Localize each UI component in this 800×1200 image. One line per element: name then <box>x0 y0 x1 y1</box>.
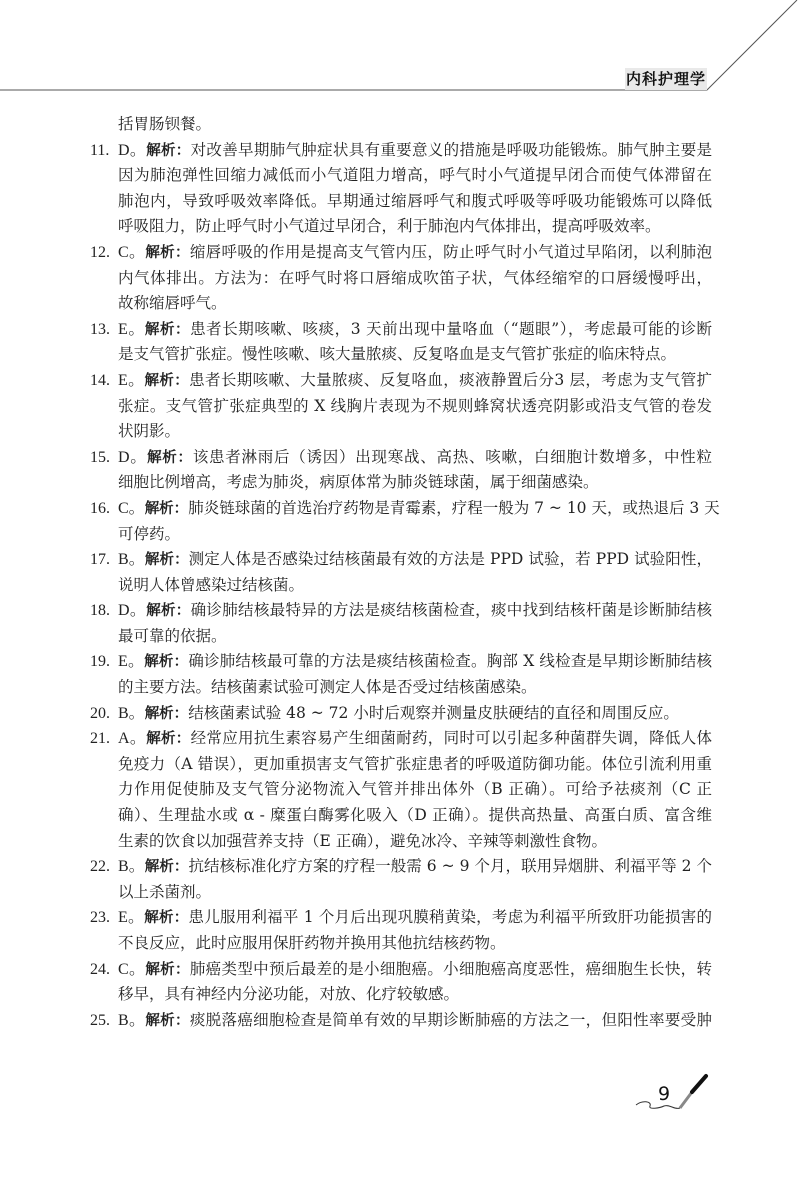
answer-item <box>90 1008 712 1034</box>
analysis-label: 解析： <box>144 500 189 517</box>
text-line: 括胃肠钡餐。 <box>118 115 212 133</box>
analysis-text: 肺炎链球菌的首选治疗药物是青霉素，疗程一般为 7 ~ 10 天，或热退后 3 天 <box>188 498 720 517</box>
analysis-text: 患者长期咳嗽、咳痰，3 天前出现中量咯血（“题眼”），考虑最可能的诊断 <box>190 319 713 338</box>
analysis-label: 解析： <box>147 449 193 466</box>
item-answer: B。 <box>118 551 145 569</box>
item-number: 24. <box>90 960 110 978</box>
answer-item <box>90 649 712 700</box>
analysis-label: 解析： <box>145 1012 190 1029</box>
item-number: 15. <box>90 448 110 466</box>
text-line <box>90 1008 712 1034</box>
analysis-text: 抗结核标准化疗方案的疗程一般需 6 ~ 9 个月，联用异烟肼、利福平等 2 个 <box>188 857 712 876</box>
page-number: 9 <box>658 1083 671 1105</box>
item-number: 21. <box>90 730 110 748</box>
item-number: 19. <box>90 653 110 671</box>
answer-item <box>90 726 712 854</box>
item-number: 11. <box>90 141 110 159</box>
analysis-text: 患者长期咳嗽、大量脓痰、反复咯血，痰液静置后分3 层，考虑为支气管扩 <box>189 370 713 389</box>
analysis-text: 缩唇呼吸的作用是提高支气管内压，防止呼气时小气道过早陷闭，以利肺泡 <box>189 242 712 261</box>
answer-item <box>90 317 712 368</box>
text-line: 免疫力（A 错误），更加重损害支气管扩张症患者的呼吸道防御功能。体位引流利用重 <box>118 754 712 773</box>
pen-decoration-icon <box>630 1070 720 1120</box>
text-line: 的主要方法。结核菌素试验可测定人体是否受过结核菌感染。 <box>118 678 537 697</box>
item-answer: D。 <box>118 141 147 159</box>
analysis-text: 对改善早期肺气肿症状具有重要意义的措施是呼吸功能锻炼。肺气肿主要是 <box>190 140 713 159</box>
answer-item <box>90 547 712 598</box>
text-line: 可停药。 <box>118 524 181 543</box>
analysis-label: 解析： <box>144 321 191 338</box>
item-answer: C。 <box>118 243 146 261</box>
text-line <box>90 138 712 164</box>
answer-item <box>90 905 712 956</box>
answer-item <box>90 598 712 649</box>
analysis-label: 解析： <box>144 654 189 671</box>
item-answer: A。 <box>118 730 147 748</box>
answer-item <box>90 957 712 1008</box>
analysis-text: 确诊肺结核最特异的方法是痰结核菌检查，痰中找到结核杆菌是诊断肺结核 <box>190 601 713 620</box>
item-number: 13. <box>90 320 110 338</box>
text-line: 不良反应，此时应服用保肝药物并换用其他抗结核药物。 <box>118 934 506 952</box>
text-line: 移早，具有神经内分泌功能，对放、化疗较敏感。 <box>118 985 460 1004</box>
text-line <box>90 547 712 573</box>
text-line <box>90 957 712 983</box>
text-line <box>90 598 712 624</box>
analysis-text: 结核菌素试验 48 ~ 72 小时后观察并测量皮肤硬结的直径和周围反应。 <box>188 703 679 722</box>
text-line <box>90 701 712 727</box>
text-line <box>90 240 712 266</box>
analysis-label: 解析： <box>144 372 190 389</box>
item-answer: E。 <box>118 653 145 671</box>
text-line <box>90 445 712 471</box>
item-number: 23. <box>90 909 110 927</box>
answer-item <box>90 368 712 445</box>
analysis-text: 测定人体是否感染过结核菌最有效的方法是 PPD 试验，若 PPD 试验阳性， <box>188 550 712 569</box>
item-number: 12. <box>90 243 110 261</box>
text-line: 最可靠的依据。 <box>118 626 227 645</box>
analysis-label: 解析： <box>144 705 189 722</box>
item-number: 22. <box>90 858 110 876</box>
item-number: 16. <box>90 499 110 517</box>
item-number: 18. <box>90 602 110 620</box>
text-line <box>90 905 712 931</box>
answer-item <box>90 138 712 240</box>
item-answer: E。 <box>118 371 145 389</box>
analysis-text: 肺癌类型中预后最差的是小细胞癌。小细胞癌高度恶性，癌细胞生长快，转 <box>189 959 712 978</box>
answer-item <box>90 445 712 496</box>
item-answer: E。 <box>118 909 145 927</box>
analysis-label: 解析： <box>145 244 190 261</box>
text-line: 张症。支气管扩张症典型的 X 线胸片表现为不规则蜂窝状透亮阴影或沿支气管的卷发 <box>118 396 712 415</box>
analysis-text: 经常应用抗生素容易产生细菌耐药，同时可以引起多种菌群失调，降低人体 <box>190 729 713 748</box>
text-line: 因为肺泡弹性回缩力减低而小气道阻力增高，呼气时小气道提早闭合而使气体滞留在 <box>118 166 712 185</box>
text-line: 呼吸阻力，防止呼气时小气道过早闭合，利于肺泡内气体排出，提高呼吸效率。 <box>118 217 661 236</box>
analysis-label: 解析： <box>144 910 189 927</box>
text-line: 生素的饮食以加强营养支持（E 正确），避免冰冷、辛辣等刺激性食物。 <box>118 831 607 850</box>
item-answer: B。 <box>118 858 145 876</box>
text-line <box>90 317 712 343</box>
item-number: 25. <box>90 1011 110 1029</box>
item-number: 14. <box>90 371 110 389</box>
text-line: 状阴影。 <box>118 422 181 441</box>
analysis-text: 该患者淋雨后（诱因）出现寒战、高热、咳嗽，白细胞计数增多，中性粒 <box>192 447 712 466</box>
item-answer: D。 <box>118 602 147 620</box>
item-answer: B。 <box>118 1011 146 1029</box>
text-line <box>90 496 720 522</box>
text-line <box>90 726 712 752</box>
text-line: 是支气管扩张症。慢性咳嗽、咳大量脓痰、反复咯血是支气管扩张症的临床特点。 <box>118 345 677 364</box>
item-answer: C。 <box>118 499 145 517</box>
text-line: 确）、生理盐水或 α - 糜蛋白酶雾化吸入（D 正确）。提供高热量、高蛋白质、富含维 <box>118 806 712 825</box>
item-answer: E。 <box>118 320 145 338</box>
text-line: 说明人体曾感染过结核菌。 <box>118 575 305 594</box>
item-number: 17. <box>90 551 110 569</box>
text-line: 细胞比例增高，考虑为肺炎，病原体常为肺炎链球菌，属于细菌感染。 <box>118 473 599 492</box>
answer-item <box>90 240 712 317</box>
answer-item <box>90 854 712 905</box>
analysis-text: 痰脱落癌细胞检查是简单有效的早期诊断肺癌的方法之一，但阳性率要受肿 <box>189 1010 712 1029</box>
item-answer: B。 <box>118 704 145 722</box>
text-line: 力作用促使肺及支气管分泌物流入气管并排出体外（B 正确）。可给予祛痰剂（C 正 <box>118 780 712 799</box>
running-header-book-title: 内科护理学 <box>625 70 706 88</box>
item-answer: D。 <box>118 448 148 466</box>
analysis-label: 解析： <box>146 731 191 748</box>
analysis-label: 解析： <box>144 552 189 569</box>
analysis-label: 解析： <box>145 961 190 978</box>
analysis-label: 解析： <box>146 603 191 620</box>
text-line: 内气体排出。方法为：在呼气时将口唇缩成吹笛子状，气体经缩窄的口唇缓慢呼出， <box>118 268 712 287</box>
answer-item <box>90 701 712 727</box>
analysis-text: 确诊肺结核最可靠的方法是痰结核菌检查。胸部 X 线检查是早期诊断肺结核 <box>188 652 712 671</box>
analysis-label: 解析： <box>146 142 191 159</box>
text-line <box>90 854 712 880</box>
text-line <box>90 368 712 394</box>
analysis-text: 患儿服用利福平 1 个月后出现巩膜稍黄染，考虑为利福平所致肝功能损害的 <box>188 908 713 927</box>
text-line <box>90 649 712 675</box>
answer-analysis-text <box>90 112 720 1033</box>
answer-item <box>90 496 720 547</box>
analysis-label: 解析： <box>144 859 189 876</box>
item-number: 20. <box>90 704 110 722</box>
text-line: 故称缩唇呼气。 <box>118 294 227 313</box>
item-answer: C。 <box>118 960 146 978</box>
text-line: 以上杀菌剂。 <box>118 882 212 901</box>
text-line: 肺泡内，导致呼吸效率降低。早期通过缩唇呼气和腹式呼吸等呼吸功能锻炼可以降低 <box>118 191 712 210</box>
